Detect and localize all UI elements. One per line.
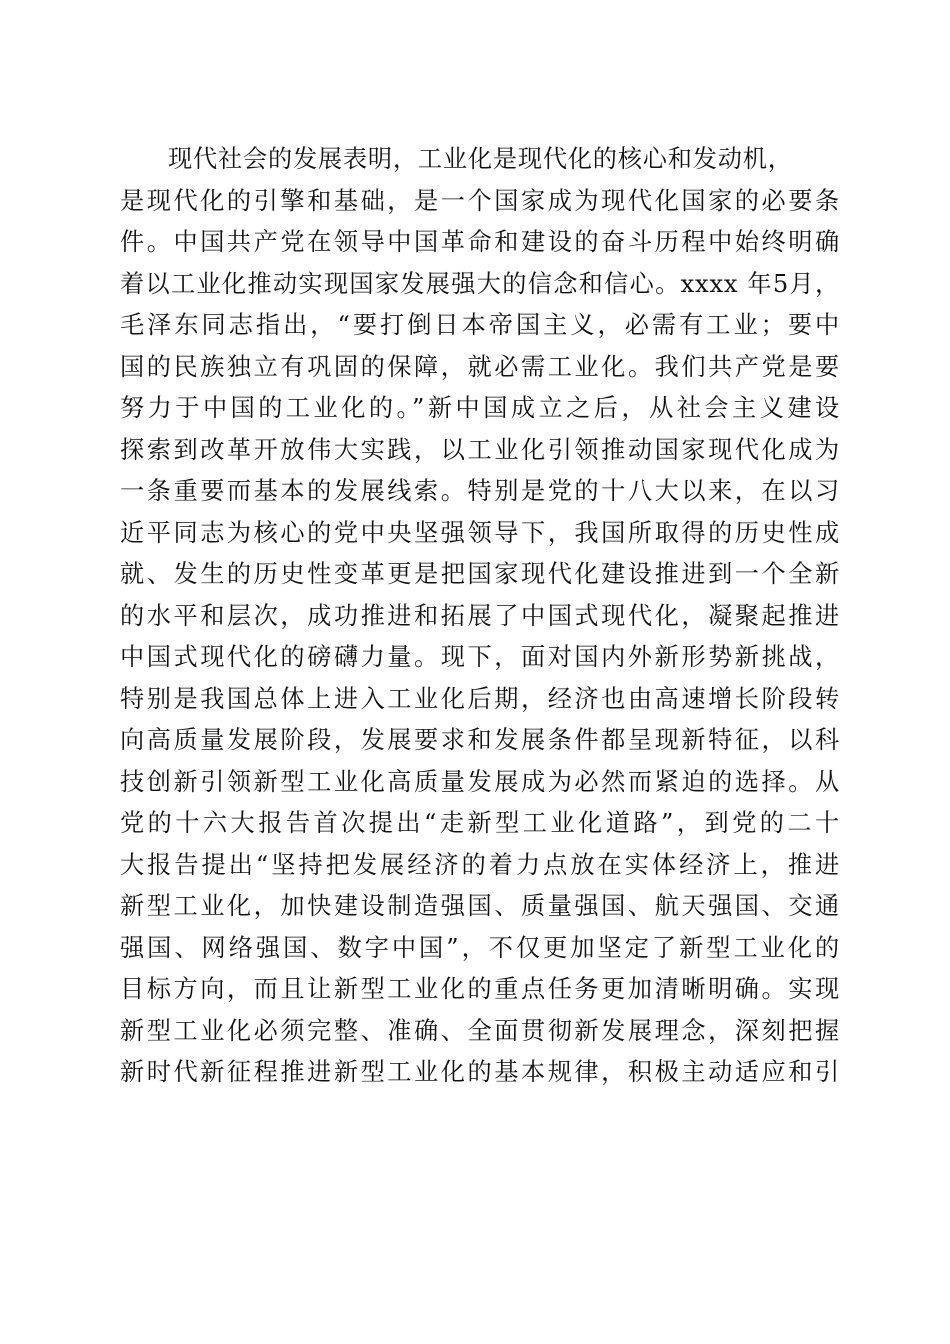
- paragraph-line: 技创新引领新型工业化高质量发展成为必然而紧迫的选择。从: [120, 767, 840, 796]
- paragraph-line: 新型工业化，加快建设制造强国、质量强国、航天强国、交通: [120, 892, 840, 920]
- paragraph-line: 现代社会的发展表明，工业化是现代化的核心和发动机，: [168, 145, 793, 173]
- paragraph-line: 新时代新征程推进新型工业化的基本规律，积极主动适应和引: [120, 1058, 840, 1086]
- paragraph-line: 中国式现代化的磅礴力量。现下，面对国内外新形势新挑战，: [120, 643, 840, 671]
- paragraph-line: 一条重要而基本的发展线索。特别是党的十八大以来，在以习: [120, 477, 840, 505]
- paragraph-line: 目标方向，而且让新型工业化的重点任务更加清晰明确。实现: [120, 975, 840, 1003]
- paragraph-line: 特别是我国总体上进入工业化后期，经济也由高速增长阶段转: [120, 684, 840, 713]
- paragraph-line: 就、发生的历史性变革更是把国家现代化建设推进到一个全新: [120, 560, 840, 588]
- paragraph-line: 是现代化的引擎和基础，是一个国家成为现代化国家的必要条: [120, 186, 840, 215]
- paragraph-line: 着以工业化推动实现国家发展强大的信念和信心。xxxx 年5月，: [120, 269, 840, 298]
- paragraph-line: 党的十六大报告首次提出“走新型工业化道路”，到党的二十: [120, 809, 840, 837]
- body-paragraph: [120, 139, 840, 1094]
- paragraph-line: 毛泽东同志指出，“要打倒日本帝国主义，必需有工业；要中: [120, 311, 840, 339]
- paragraph-line: 近平同志为核心的党中央坚强领导下，我国所取得的历史性成: [120, 518, 840, 547]
- paragraph-line: 强国、网络强国、数字中国”，不仅更加坚定了新型工业化的: [120, 933, 840, 962]
- paragraph-line: 探索到改革开放伟大实践，以工业化引领推动国家现代化成为: [120, 435, 840, 464]
- paragraph-line: 大报告提出“坚持把发展经济的着力点放在实体经济上，推进: [120, 850, 840, 879]
- paragraph-line: 件。中国共产党在领导中国革命和建设的奋斗历程中始终明确: [120, 228, 840, 256]
- paragraph-line: 向高质量发展阶段，发展要求和发展条件都呈现新特征，以科: [120, 726, 840, 754]
- paragraph-line: 的水平和层次，成功推进和拓展了中国式现代化，凝聚起推进: [120, 601, 840, 630]
- paragraph-line: 努力于中国的工业化的。”新中国成立之后，从社会主义建设: [120, 394, 840, 422]
- paragraph-line: 新型工业化必须完整、准确、全面贯彻新发展理念，深刻把握: [120, 1016, 840, 1045]
- paragraph-line: 国的民族独立有巩固的保障，就必需工业化。我们共产党是要: [120, 352, 840, 381]
